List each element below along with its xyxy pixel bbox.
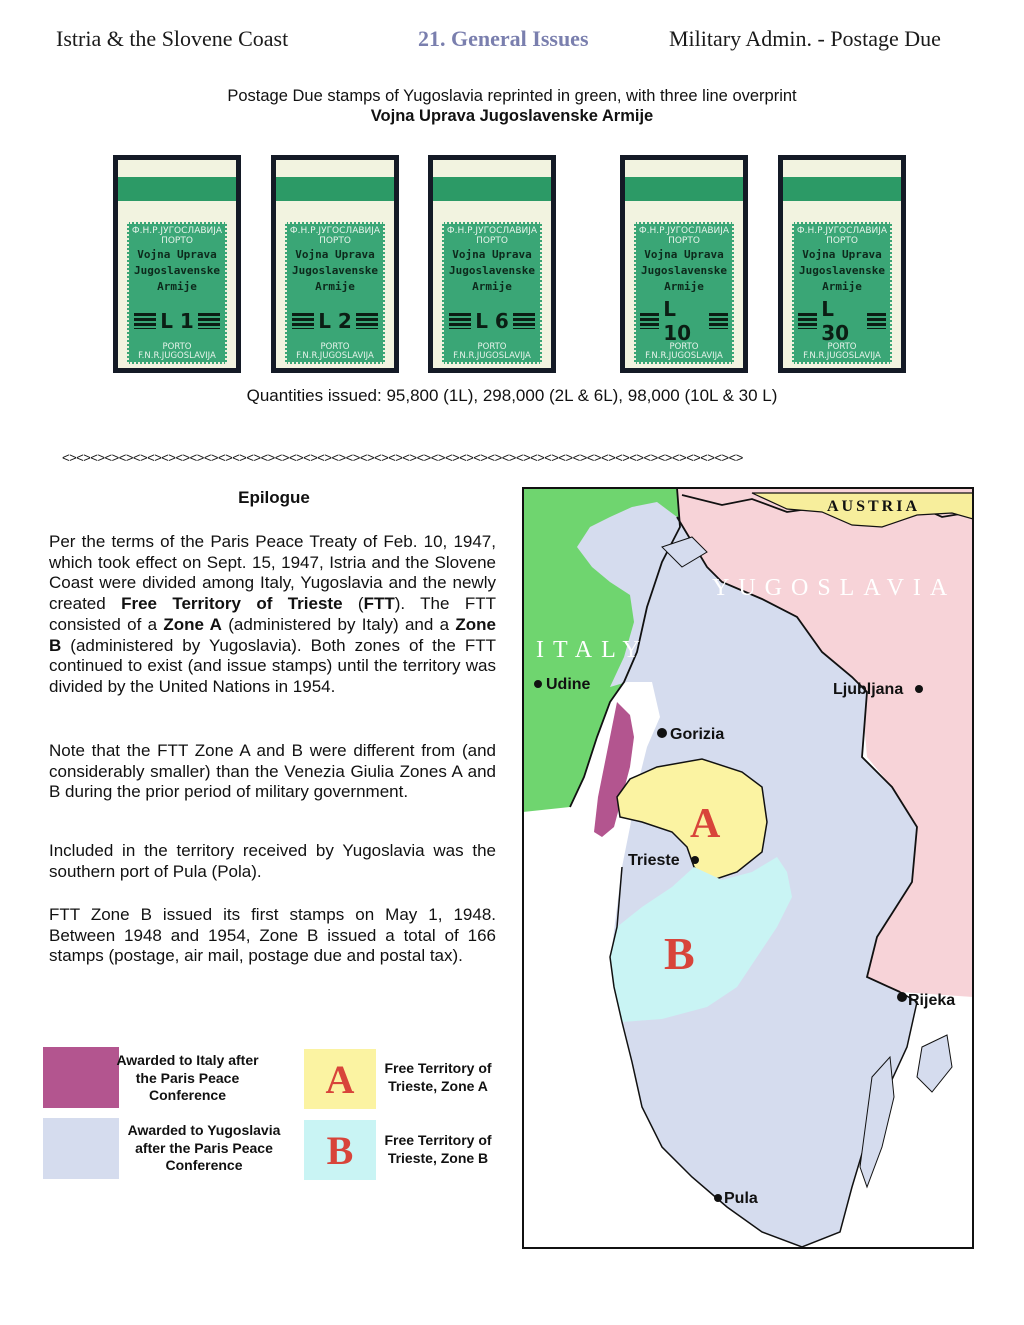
stamp-top-text: Ф.Н.Р.ЈУГОСЛАВИЈА ПОРТО: [638, 226, 730, 246]
stamp-2: [271, 155, 399, 373]
stamp-value-row: [291, 310, 379, 332]
intro-text: [0, 86, 1024, 126]
overprint-line-2: Jugoslavenske: [133, 264, 221, 277]
legend-label-zone-a: Free Territory of Trieste, Zone A: [384, 1060, 492, 1094]
overprint-line-1: Vojna Uprava: [452, 248, 532, 261]
overprint-line-1: Vojna Uprava: [802, 248, 882, 261]
obliteration-bars: [867, 313, 886, 329]
overprint-line-2: Jugoslavenske: [640, 264, 728, 277]
intro-line-1: Postage Due stamps of Yugoslavia reprinted in green, with three line overprint: [227, 87, 797, 105]
overprint-line-1: Vojna Uprava: [137, 248, 217, 261]
obliteration-bars: [292, 313, 314, 329]
obliteration-bars: [513, 313, 535, 329]
epilogue-title: Epilogue: [238, 488, 310, 507]
overprint-line-3: Armije: [472, 280, 512, 293]
selvage-band: [783, 177, 901, 201]
stamp-value-row: [798, 297, 886, 345]
stamp-denomination: L 30: [821, 297, 850, 345]
stamp-design: [792, 222, 892, 364]
stamp-design: [634, 222, 734, 364]
stamp-top-text: Ф.Н.Р.ЈУГОСЛАВИЈА ПОРТО: [131, 226, 223, 246]
epilogue-paragraph-2: Note that the FTT Zone A and B were different from (and considerably smaller) than the Venezia Giulia Zones A and B during the prior period of military government.: [49, 741, 496, 802]
stamp-value-row: [640, 297, 728, 345]
stamp-3: [428, 155, 556, 373]
overprint-line-2: Jugoslavenske: [448, 264, 536, 277]
stamp-design: [127, 222, 227, 364]
obliteration-bars: [356, 313, 378, 329]
overprint-line-3: Armije: [157, 280, 197, 293]
stamp-selvage: [783, 160, 901, 368]
selvage-band: [433, 177, 551, 201]
obliteration-bars: [709, 313, 728, 329]
overprint-line-2: Jugoslavenske: [798, 264, 886, 277]
legend-swatch-italy: [43, 1047, 119, 1108]
intro-overprint-text: Vojna Uprava Jugoslavenske Armije: [370, 107, 654, 125]
selvage-band: [118, 177, 236, 201]
map-zone-b-letter: B: [664, 928, 695, 979]
legend-letter-b: B: [326, 1128, 354, 1173]
map-label-ljubljana: Ljubljana: [833, 681, 904, 698]
stamp-top-text: Ф.Н.Р.ЈУГОСЛАВИЈА ПОРТО: [796, 226, 888, 246]
header-title-right: Military Admin. - Postage Due: [669, 26, 941, 51]
obliteration-bars: [198, 313, 220, 329]
stamp-denomination: L 1: [160, 309, 194, 333]
quantities-issued: Quantities issued: 95,800 (1L), 298,000 (2L & 6L), 98,000 (10L & 30 L): [246, 386, 778, 405]
obliteration-bars: [640, 313, 659, 329]
map-label-austria: AUSTRIA: [827, 498, 921, 515]
stamp-design: [442, 222, 542, 364]
selvage-band: [625, 177, 743, 201]
legend-swatch-yugoslavia: [43, 1118, 119, 1179]
map-label-rijeka: Rijeka: [908, 992, 956, 1009]
stamp-bottom-text: PORTO F.N.R.JUGOSLAVIJA: [138, 342, 216, 361]
stamp-bottom-text: PORTO F.N.R.JUGOSLAVIJA: [803, 342, 881, 361]
overprint-line-1: Vojna Uprava: [644, 248, 724, 261]
overprint-line-3: Armije: [664, 280, 704, 293]
map-zone-a-letter: A: [690, 801, 721, 847]
stamp-selvage: [118, 160, 236, 368]
overprint-line-3: Armije: [315, 280, 355, 293]
separator-line: <><><><><><><><><><><><><><><><><><><><><><><><><><><><><><><><><><><><><><><><><><><><><><><><>: [62, 450, 743, 465]
epilogue-paragraph-4: FTT Zone B issued its first stamps on May 1, 1948. Between 1948 and 1954, Zone B issued a total of 166 stamps (postage, air mail, postage due and postal tax).: [49, 905, 496, 966]
stamp-4: [620, 155, 748, 373]
territory-map: [522, 487, 974, 1249]
obliteration-bars: [134, 313, 156, 329]
stamp-bottom-text: PORTO F.N.R.JUGOSLAVIJA: [296, 342, 374, 361]
stamp-value-row: [133, 310, 221, 332]
stamp-top-text: Ф.Н.Р.ЈУГОСЛАВИЈА ПОРТО: [446, 226, 538, 246]
stamp-selvage: [433, 160, 551, 368]
overprint-line-1: Vojna Uprava: [295, 248, 375, 261]
legend-label-zone-b: Free Territory of Trieste, Zone B: [384, 1132, 492, 1166]
stamp-denomination: L 10: [663, 297, 692, 345]
stamp-design: [285, 222, 385, 364]
map-label-udine: Udine: [546, 676, 591, 693]
epilogue-paragraph-1: Per the terms of the Paris Peace Treaty of Feb. 10, 1947, which took effect on Sept. 15, 1947, Istria and the Slovene Coast were divided among Italy, Yugoslavia and the newly created Free Territory of Trieste (FTT). The FTT consisted of a Zone A (administered by Italy) and a Zone B (administered by Yugoslavia). Both zones of the FTT continued to exist (and issue stamps) until the territory was divided by the United Nations in 1954.: [49, 532, 496, 696]
selvage-band: [276, 177, 394, 201]
stamp-top-text: Ф.Н.Р.ЈУГОСЛАВИЈА ПОРТО: [289, 226, 381, 246]
overprint-line-2: Jugoslavenske: [291, 264, 379, 277]
overprint-line-3: Armije: [822, 280, 862, 293]
stamp-bottom-text: PORTO F.N.R.JUGOSLAVIJA: [645, 342, 723, 361]
stamp-denomination: L 6: [475, 309, 509, 333]
map-label-trieste: Trieste: [628, 852, 680, 869]
stamp-selvage: [625, 160, 743, 368]
legend-label-italy: Awarded to Italy after the Paris Peace Conference: [116, 1052, 259, 1103]
header-section-title: 21. General Issues: [418, 26, 589, 51]
legend-label-yugoslavia: Awarded to Yugoslavia after the Paris Peace Conference: [127, 1122, 281, 1173]
map-label-yugoslavia: YUGOSLAVIA: [712, 575, 957, 601]
stamp-bottom-text: PORTO F.N.R.JUGOSLAVIJA: [453, 342, 531, 361]
legend-letter-a: A: [325, 1057, 355, 1102]
stamp-denomination: L 2: [318, 309, 352, 333]
stamp-value-row: [448, 310, 536, 332]
stamp-selvage: [276, 160, 394, 368]
map-label-pula: Pula: [724, 1190, 758, 1207]
stamp-5: [778, 155, 906, 373]
stamp-1: [113, 155, 241, 373]
epilogue-paragraph-3: Included in the territory received by Yugoslavia was the southern port of Pula (Pola).: [49, 841, 496, 881]
obliteration-bars: [798, 313, 817, 329]
map-label-italy: ITALY: [536, 637, 649, 663]
map-label-gorizia: Gorizia: [670, 726, 725, 743]
obliteration-bars: [449, 313, 471, 329]
header-title-left: Istria & the Slovene Coast: [56, 26, 289, 51]
